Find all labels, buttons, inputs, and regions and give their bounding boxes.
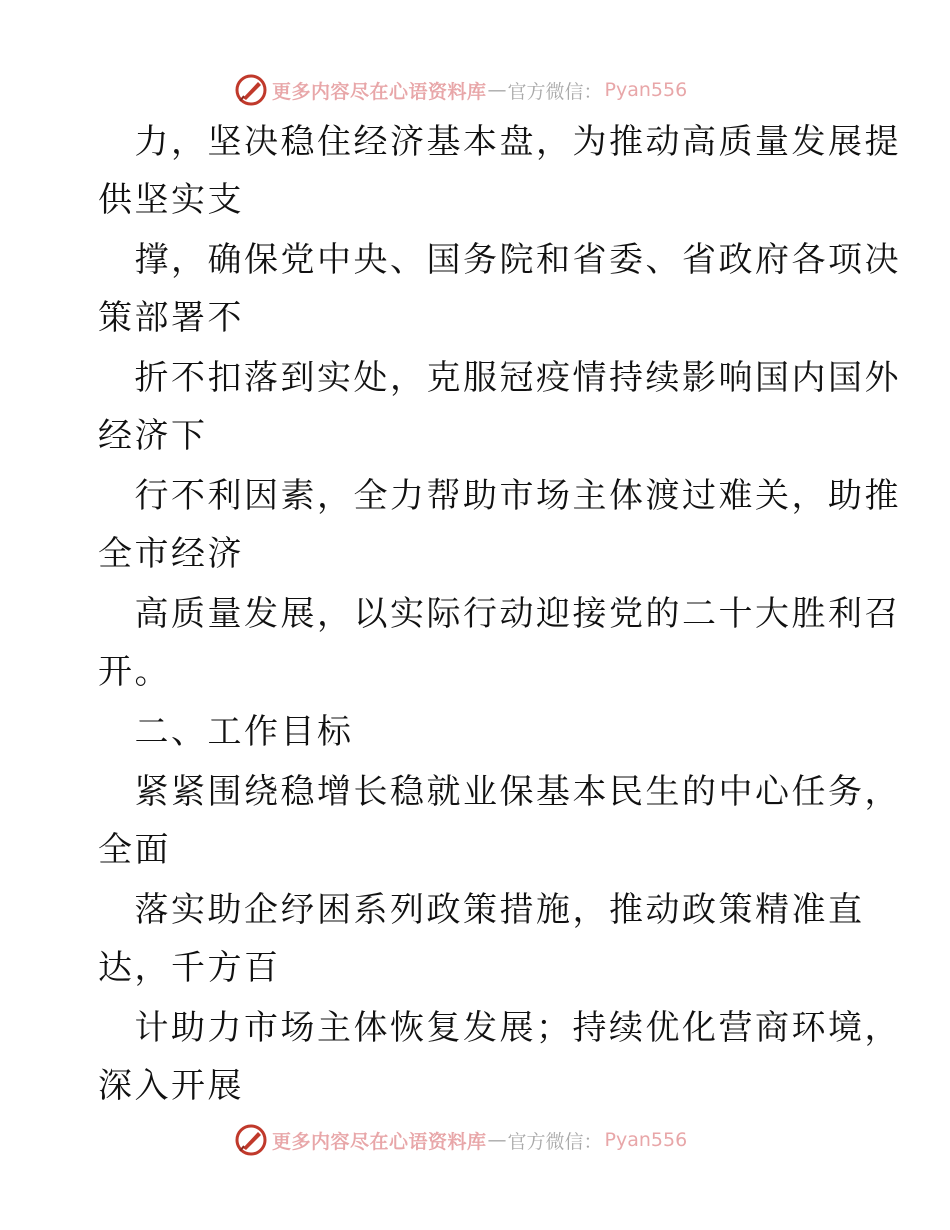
- header-dash: —: [487, 79, 507, 101]
- body-line: 行不利因素，全力帮助市场主体渡过难关，助推: [98, 476, 901, 516]
- body-line: 撑，确保党中央、国务院和省委、省政府各项决: [98, 240, 901, 280]
- quill-logo-icon: [234, 1123, 268, 1157]
- section-heading: 二、工作目标: [98, 712, 354, 752]
- quill-logo-icon: [234, 73, 268, 107]
- body-line: 折不扣落到实处，克服冠疫情持续影响国内国外: [98, 358, 901, 398]
- body-line: 力，坚决稳住经济基本盘，为推动高质量发展提: [98, 122, 901, 162]
- header-wechat-label: 官方微信：: [507, 80, 603, 103]
- footer-wechat-id: Pyan556: [604, 1129, 688, 1151]
- footer-watermark: [234, 1122, 687, 1158]
- body-line: 经济下: [98, 416, 208, 456]
- body-line: 达，千方百: [98, 948, 281, 988]
- body-line: 供坚实支: [98, 180, 244, 220]
- header-brand-text: 更多内容尽在心语资料库: [272, 80, 487, 103]
- body-line: 高质量发展，以实际行动迎接党的二十大胜利召: [98, 594, 901, 634]
- body-line: 计助力市场主体恢复发展；持续优化营商环境，: [98, 1008, 901, 1048]
- body-line: 紧紧围绕稳增长稳就业保基本民生的中心任务，: [98, 772, 901, 812]
- footer-brand-text: 更多内容尽在心语资料库: [272, 1130, 487, 1153]
- body-line: 深入开展: [98, 1066, 244, 1106]
- body-line: 全市经济: [98, 534, 244, 574]
- body-line: 策部署不: [98, 298, 244, 338]
- body-line: 全面: [98, 830, 171, 870]
- footer-dash: —: [487, 1129, 507, 1151]
- footer-wechat-label: 官方微信：: [507, 1130, 603, 1153]
- body-line: 落实助企纾困系列政策措施，推动政策精准直: [98, 890, 865, 930]
- header-watermark: [234, 72, 687, 108]
- body-line: 开。: [98, 652, 171, 692]
- header-wechat-id: Pyan556: [604, 79, 688, 101]
